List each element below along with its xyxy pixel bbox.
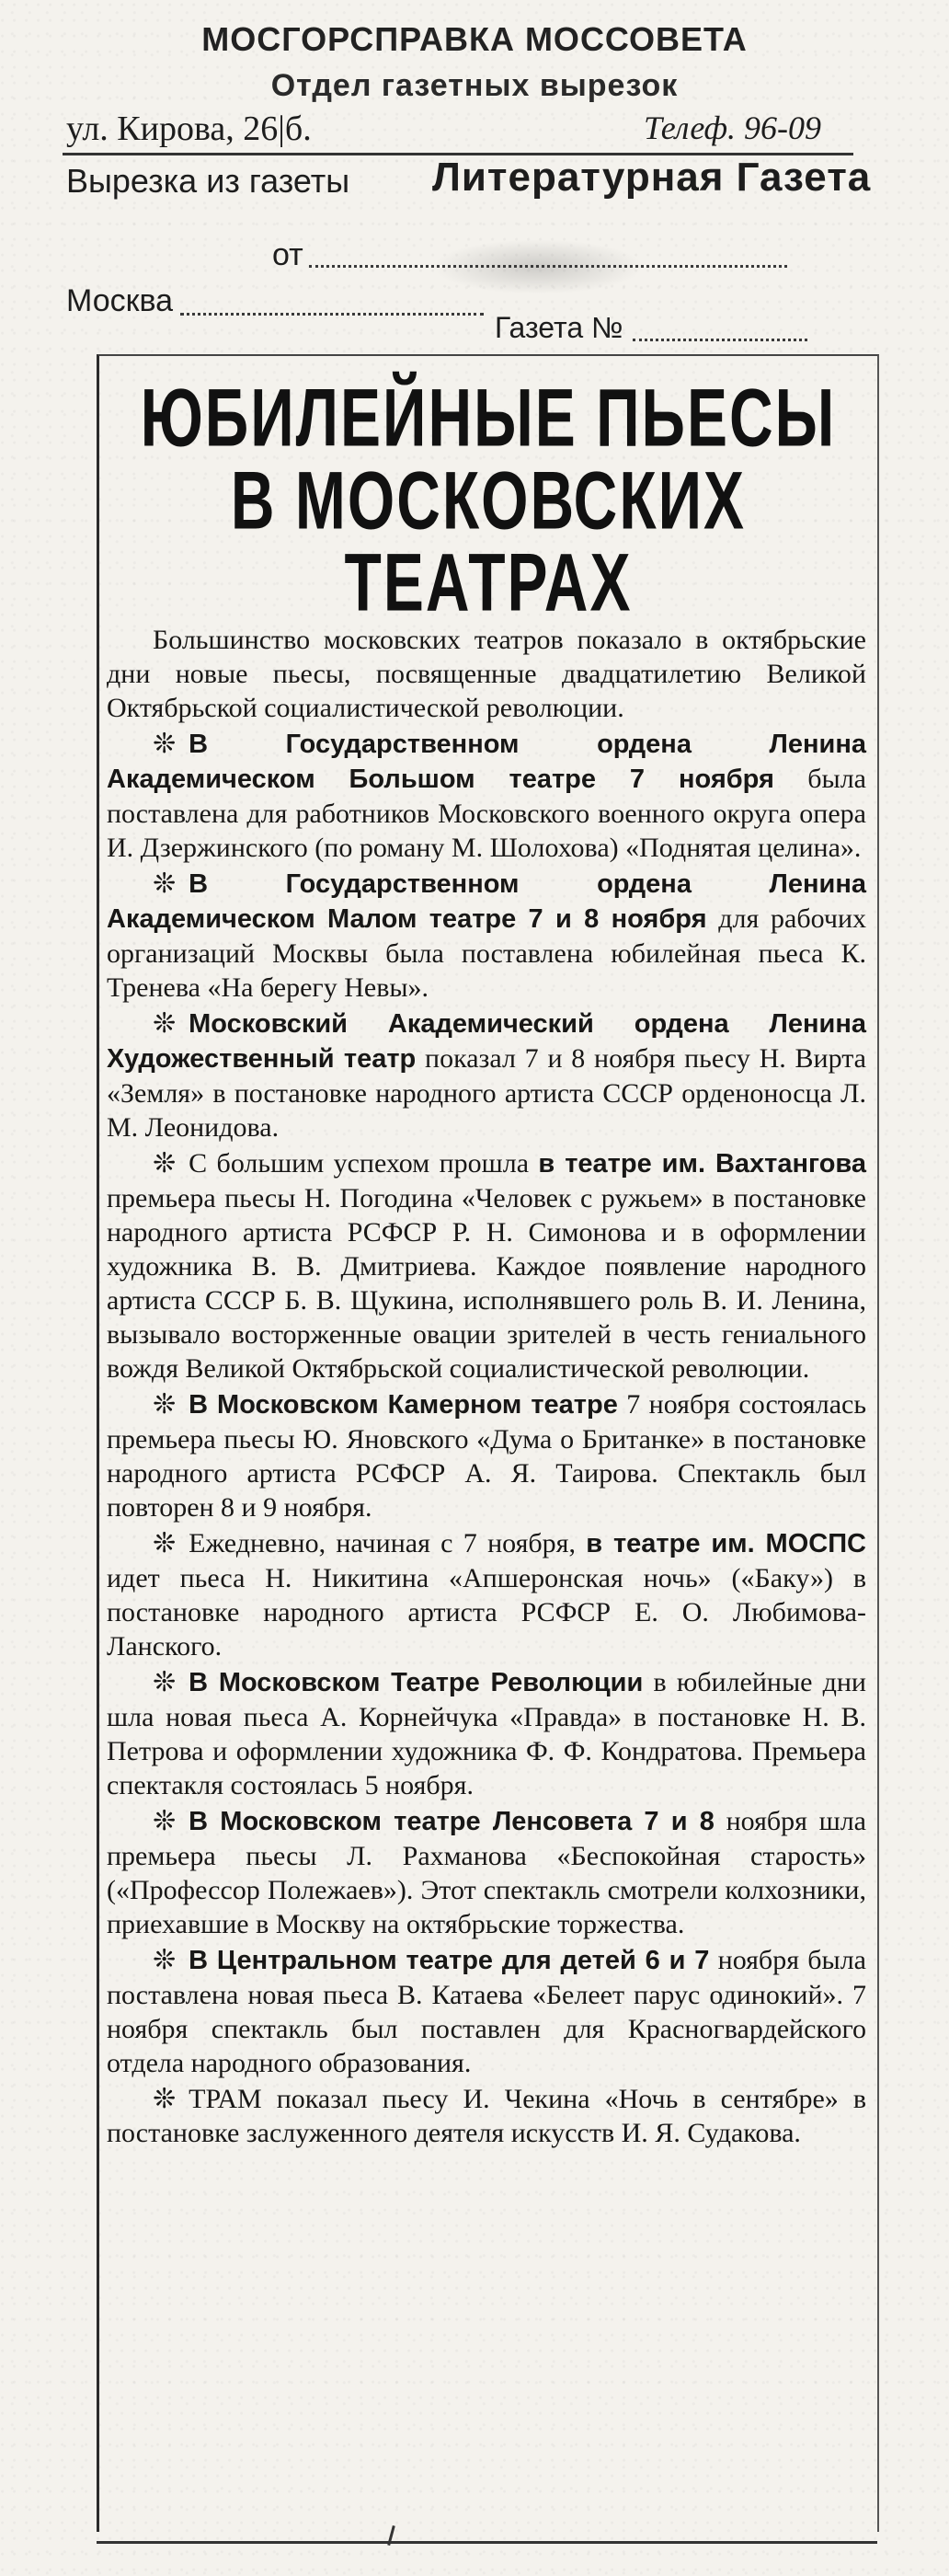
item-text: ТРАМ показал пьесу И. Чекина «Ночь в сентябре» в постановке заслуженного деятеля искусств И. Я. Судакова. xyxy=(107,2084,866,2148)
item-paragraph xyxy=(107,727,866,865)
asterism-icon: ❊ xyxy=(153,868,177,900)
item-paragraph xyxy=(107,1665,866,1802)
issue-number-label: Газета № xyxy=(495,311,623,344)
clipping-from-label: Вырезка из газеты xyxy=(66,162,350,200)
item-paragraph xyxy=(107,2082,866,2150)
item-text: ноября была поставлена новая пьеса В. Катаева «Белеет парус одинокий». 7 ноября спектакль был поставлен для Красногвардейского отдела народного образования. xyxy=(107,1945,866,2078)
asterism-icon: ❊ xyxy=(153,1944,177,1976)
asterism-icon: ❊ xyxy=(153,1805,177,1837)
asterism-icon: ❊ xyxy=(153,1388,177,1420)
intro-paragraph: Большинство московских театров показало в октябрьские дни новые пьесы, посвященные двадцатилетию Великой Октябрьской социалистической революции. xyxy=(107,625,866,723)
item-paragraph xyxy=(107,1804,866,1941)
item-bold: В Московском Театре Революции xyxy=(189,1668,644,1697)
item-bold: В Государственном ордена Ленина Академическом Большом театре 7 ноября xyxy=(107,730,866,794)
item-paragraph xyxy=(107,1146,866,1386)
item-text: 7 ноября состоялась премьера пьесы Ю. Яновского «Дума о Британке» в постановке народного артиста РСФСР А. Я. Таирова. Спектакль был повторен 8 и 9 ноября. xyxy=(107,1389,867,1523)
headline-line-2: В МОСКОВСКИХ ТЕАТРАХ xyxy=(230,454,747,628)
item-text: ноября шла премьера пьесы Л. Рахманова «Беспокойная старость» («Профессор Полежаев»). Этот спектакль смотрели колхозники, приехавшие в Москву на октябрьские торжества. xyxy=(107,1806,866,1939)
asterism-icon: ❊ xyxy=(153,728,177,760)
item-bold: В Московском Камерном театре xyxy=(189,1390,618,1420)
item-lead: С большим успехом прошла xyxy=(189,1148,539,1179)
asterism-icon: ❊ xyxy=(153,1147,177,1179)
item-text: в юбилейные дни шла новая пьеса А. Корнейчука «Правда» в постановке Н. В. Петрова и оформлении художника Ф. Ф. Кондратова. Премьера спектакля состоялась 5 ноября. xyxy=(107,1667,866,1800)
item-paragraph xyxy=(107,867,866,1005)
agency-phone: Телеф. 96-09 xyxy=(644,109,822,146)
asterism-icon: ❊ xyxy=(153,1527,177,1559)
item-text: показал 7 и 8 ноября пьесу Н. Вирта «Земля» в постановке народного артиста СССР орденоносца Л. М. Леонидова. xyxy=(107,1043,866,1143)
article-bottom-rule xyxy=(97,2541,877,2544)
item-paragraph xyxy=(107,1387,866,1524)
item-text: идет пьеса Н. Никитина «Апшеронская ночь» («Баку») в постановке народного артиста РСФСР Е. О. Любимова-Ланского. xyxy=(107,1563,866,1662)
agency-address: ул. Кирова, 26|б. xyxy=(66,109,312,148)
item-paragraph xyxy=(107,1526,866,1663)
city-blank-line xyxy=(180,313,484,316)
issue-blank-line xyxy=(633,339,807,341)
newspaper-name: Литературная Газета xyxy=(432,155,872,200)
item-paragraph xyxy=(107,1006,866,1144)
item-text: для рабочих организаций Москвы была поставлена юбилейная пьеса К. Тренева «На берегу Невы». xyxy=(107,903,867,1003)
item-text: была поставлена для работников Московского военного округа опера И. Дзержинского (по роману М. Шолохова) «Поднятая целина». xyxy=(107,764,866,863)
headline-line-1: ЮБИЛЕЙНЫЕ ПЬЕСЫ xyxy=(140,371,837,464)
item-bold: В Центральном театре для детей 6 и 7 xyxy=(189,1946,710,1975)
asterism-icon: ❊ xyxy=(153,1007,177,1040)
article-body xyxy=(99,623,877,2152)
date-blank-line xyxy=(309,265,787,268)
department-name: Отдел газетных вырезок xyxy=(270,68,679,103)
asterism-icon: ❊ xyxy=(153,1666,177,1698)
city-label: Москва xyxy=(66,283,174,318)
item-text: премьера пьесы Н. Погодина «Человек с ружьем» в постановке народного артиста РСФСР Р. Н. Симонова и в оформлении художника В. В. Дмитриева. Каждое появление народного артиста СССР Б. В. Щукина, исполнявшего роль В. И. Ленина, вызывало восторженные овации зрителей в честь гениального вождя Великой Октябрьской социалистической революции. xyxy=(107,1183,866,1384)
item-bold: В Государственном ордена Ленина Академическом Малом театре 7 и 8 ноября xyxy=(107,869,866,934)
date-from-label: от xyxy=(272,237,303,272)
article xyxy=(97,354,879,2532)
agency-name: МОСГОРСПРАВКА МОССОВЕТА xyxy=(201,20,748,58)
item-paragraph xyxy=(107,1943,866,2080)
item-lead: Ежедневно, начиная с 7 ноября, xyxy=(189,1528,587,1558)
item-bold: в театре им. МОСПС xyxy=(586,1529,866,1558)
asterism-icon: ❊ xyxy=(153,2083,177,2115)
item-bold: В Московском театре Ленсовета 7 и 8 xyxy=(189,1807,715,1836)
item-bold: Московский Академический ордена Ленина Художественный театр xyxy=(107,1009,866,1074)
item-bold: в театре им. Вахтангова xyxy=(538,1149,866,1179)
